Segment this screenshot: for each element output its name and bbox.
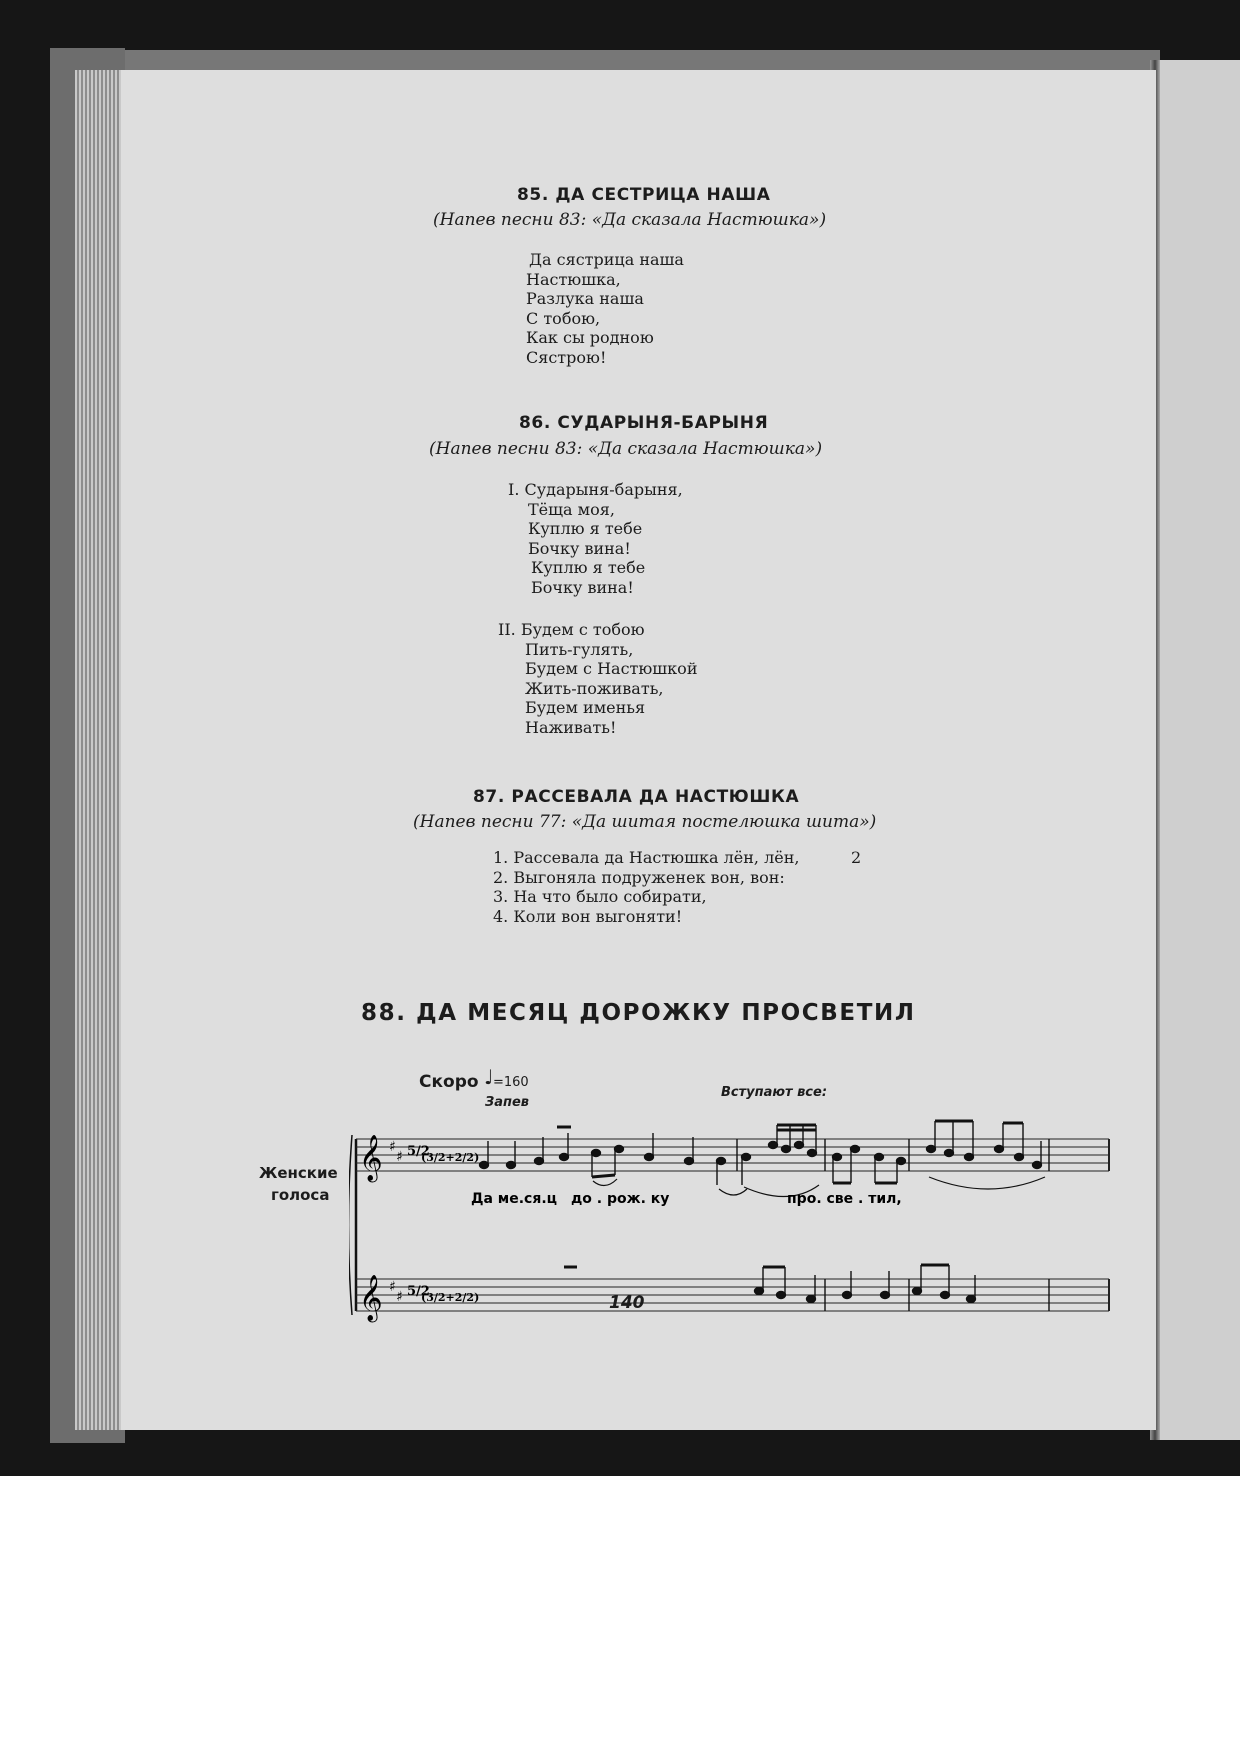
zapev-label: Запев [485,1095,530,1110]
song-87-title: 87. РАССЕВАЛА ДА НАСТЮШКА [473,787,800,807]
song-86-stanza-1 [508,480,683,597]
page-stack-edge [75,70,123,1430]
song-87-verse [493,848,799,926]
song-88-title: 88. ДА МЕСЯЦ ДОРОЖКУ ПРОСВЕТИЛ [361,1000,916,1026]
verse-line: Разлука наша [526,289,644,308]
verse-line: I. Сударыня-барыня, [508,480,683,499]
facing-page [1158,60,1240,1440]
song-85-verse [526,250,684,367]
verse-line: Будем с Настюшкой [525,659,698,678]
song-85-subtitle: (Напев песни 83: «Да сказала Настюшка») [433,210,827,230]
verse-line: 1. Рассевала да Настюшка лён, лён, [493,848,800,867]
song-86-title: 86. СУДАРЫНЯ-БАРЫНЯ [519,413,769,433]
verse-line: Настюшка, [526,269,621,289]
verse-line: Жить-поживать, [525,678,664,698]
system-bracket [349,1135,352,1315]
quarter-note-icon: ♩ [484,1065,494,1089]
lyrics-part-2: до . рож. ку [571,1191,670,1207]
sharp-icon: ♯ [396,1289,403,1305]
sharp-icon: ♯ [389,1279,396,1295]
verse-line: Да сястрица наша [529,250,684,269]
verse-line: II. Будем с тобою [498,620,645,639]
song-85-title: 85. ДА СЕСТРИЦА НАША [517,185,771,205]
verse-line: Куплю я тебе [528,519,643,538]
verse-line: Куплю я тебе [531,558,646,577]
verse-line: Бочку вина! [531,577,634,597]
song-87-subtitle: (Напев песни 77: «Да шитая постелюшка шита») [413,812,877,832]
music-score [349,1115,1139,1355]
verse-line: Бочку вина! [528,538,631,558]
time-signature-sub-lower: (3/2+2/2) [421,1291,480,1304]
time-signature-upper: 5/2 [407,1144,430,1159]
lyrics-part-1: Да ме.ся.ц [471,1191,558,1207]
verse-line: Пить-гулять, [525,639,634,659]
repeat-mark: 2 [851,848,862,867]
song-86-stanza-2 [498,620,697,737]
sharp-icon: ♯ [396,1149,403,1165]
voices-label-2: голоса [271,1186,330,1204]
verse-line: Сястрою! [526,347,607,367]
vstupayut-label: Вступают все: [721,1085,828,1100]
tempo-mark: =160 [493,1075,529,1090]
time-signature-sub-upper: (3/2+2/2) [421,1151,480,1164]
voices-label-1: Женские [259,1164,338,1182]
verse-line: 3. На что было собирати, [493,887,707,906]
verse-line: Как сы родною [526,328,654,347]
upper-notes [480,1121,1050,1185]
verse-line: Тёща моя, [528,499,615,519]
tempo-label: Скоро [419,1072,479,1092]
time-signature-lower: 5/2 [407,1284,430,1299]
verse-line: Будем именья [525,698,646,717]
book-page [121,70,1156,1430]
treble-clef-icon: 𝄞 [359,1275,383,1321]
verse-line: 4. Коли вон выгоняти! [493,906,683,926]
page-number: 140 [609,1293,645,1313]
song-86-subtitle: (Напев песни 83: «Да сказала Настюшка») [429,439,823,459]
verse-line: Наживать! [525,717,617,737]
treble-clef-icon: 𝄞 [359,1135,383,1181]
verse-line: 2. Выгоняла подруженек вон, вон: [493,867,785,887]
book-cover-top [60,50,1160,72]
verse-line: С тобою, [526,308,601,328]
sharp-icon: ♯ [389,1139,396,1155]
lyrics-part-3: про. све . тил, [787,1191,902,1207]
